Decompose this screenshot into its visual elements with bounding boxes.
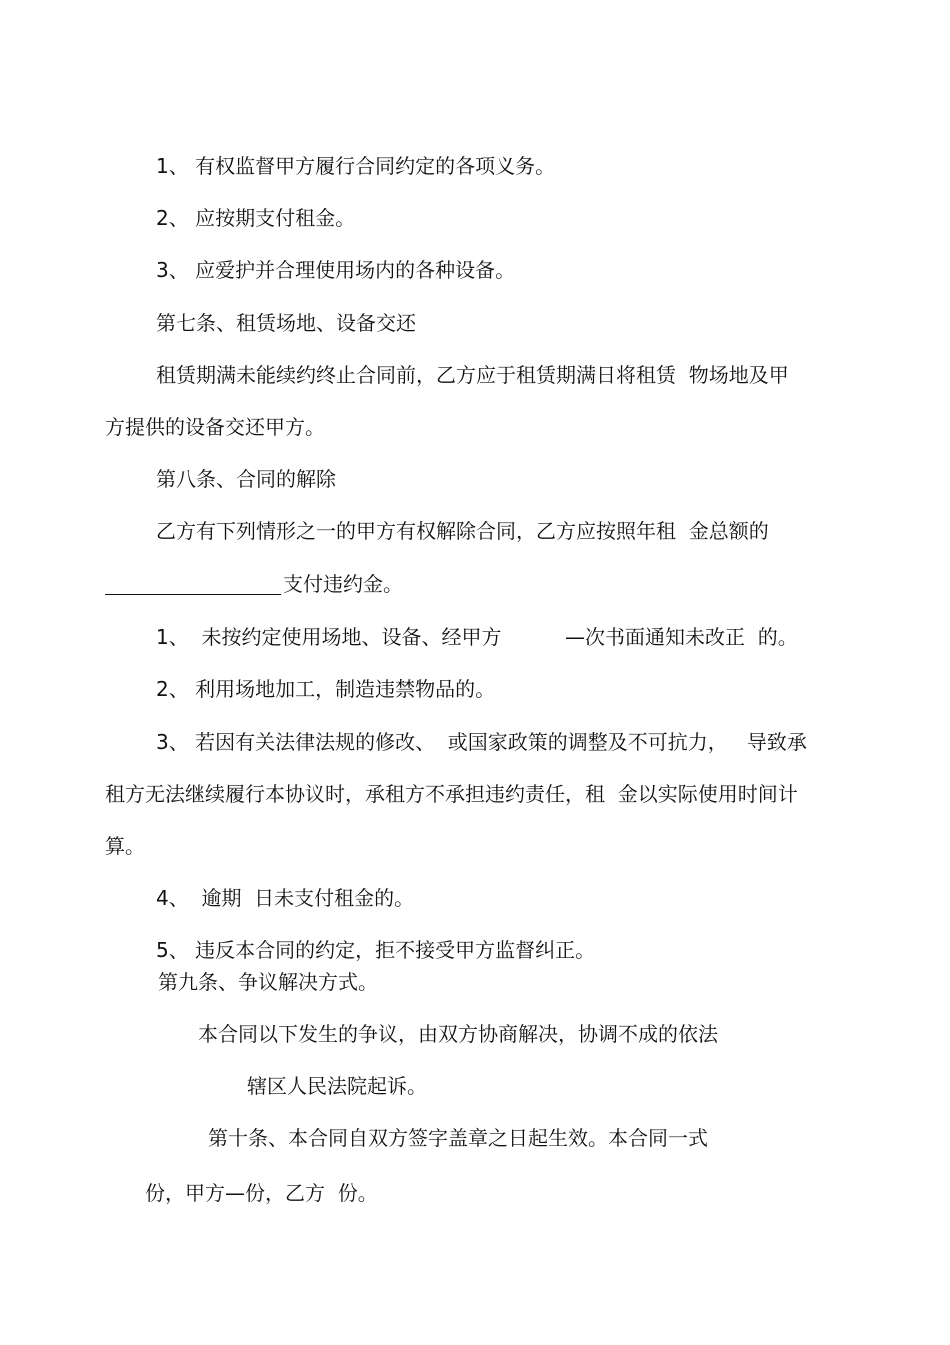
article-10-text-line-1: 第十条、本合同自双方签字盖章之日起生效。本合同一式: [208, 1126, 708, 1150]
penalty-amount-blank: [105, 594, 281, 595]
article-7-text-line-2: 方提供的设备交还甲方。: [105, 415, 325, 439]
clause-obligation-1: 1、 有权监督甲方履行合同约定的各项义务。: [156, 154, 556, 178]
termination-item-3-line-2: 租方无法继续履行本协议时，承租方不承担违约责任，租 金以实际使用时间计: [105, 782, 798, 806]
termination-item-3-line-3: 算。: [105, 834, 145, 858]
article-9-text-line-1: 本合同以下发生的争议，由双方协商解决，协调不成的依法: [198, 1022, 718, 1046]
termination-item-1: 1、 未按约定使用场地、设备、经甲方 —次书面通知未改正 的。: [156, 625, 798, 649]
termination-item-5: 5、 违反本合同的约定，拒不接受甲方监督纠正。: [156, 938, 596, 962]
article-7-heading: 第七条、租赁场地、设备交还: [156, 311, 416, 335]
article-8-text-line-1: 乙方有下列情形之一的甲方有权解除合同，乙方应按照年租 金总额的: [156, 519, 769, 543]
article-9-text-line-2: 辖区人民法院起诉。: [247, 1074, 427, 1098]
article-7-text-line-1: 租赁期满未能续约终止合同前，乙方应于租赁期满日将租赁 物场地及甲: [156, 363, 789, 387]
article-10-text-line-2: 份，甲方—份，乙方 份。: [145, 1181, 378, 1205]
article-8-heading: 第八条、合同的解除: [156, 467, 336, 491]
article-8-text-line-2: 支付违约金。: [283, 572, 403, 596]
termination-item-4: 4、 逾期 日未支付租金的。: [156, 886, 415, 910]
article-9-heading: 第九条、争议解决方式。: [158, 970, 378, 994]
termination-item-3-line-1: 3、 若因有关法律法规的修改、 或国家政策的调整及不可抗力， 导致承: [156, 730, 807, 754]
termination-item-2: 2、 利用场地加工，制造违禁物品的。: [156, 677, 496, 701]
clause-obligation-2: 2、 应按期支付租金。: [156, 206, 356, 230]
clause-obligation-3: 3、 应爱护并合理使用场内的各种设备。: [156, 258, 516, 282]
